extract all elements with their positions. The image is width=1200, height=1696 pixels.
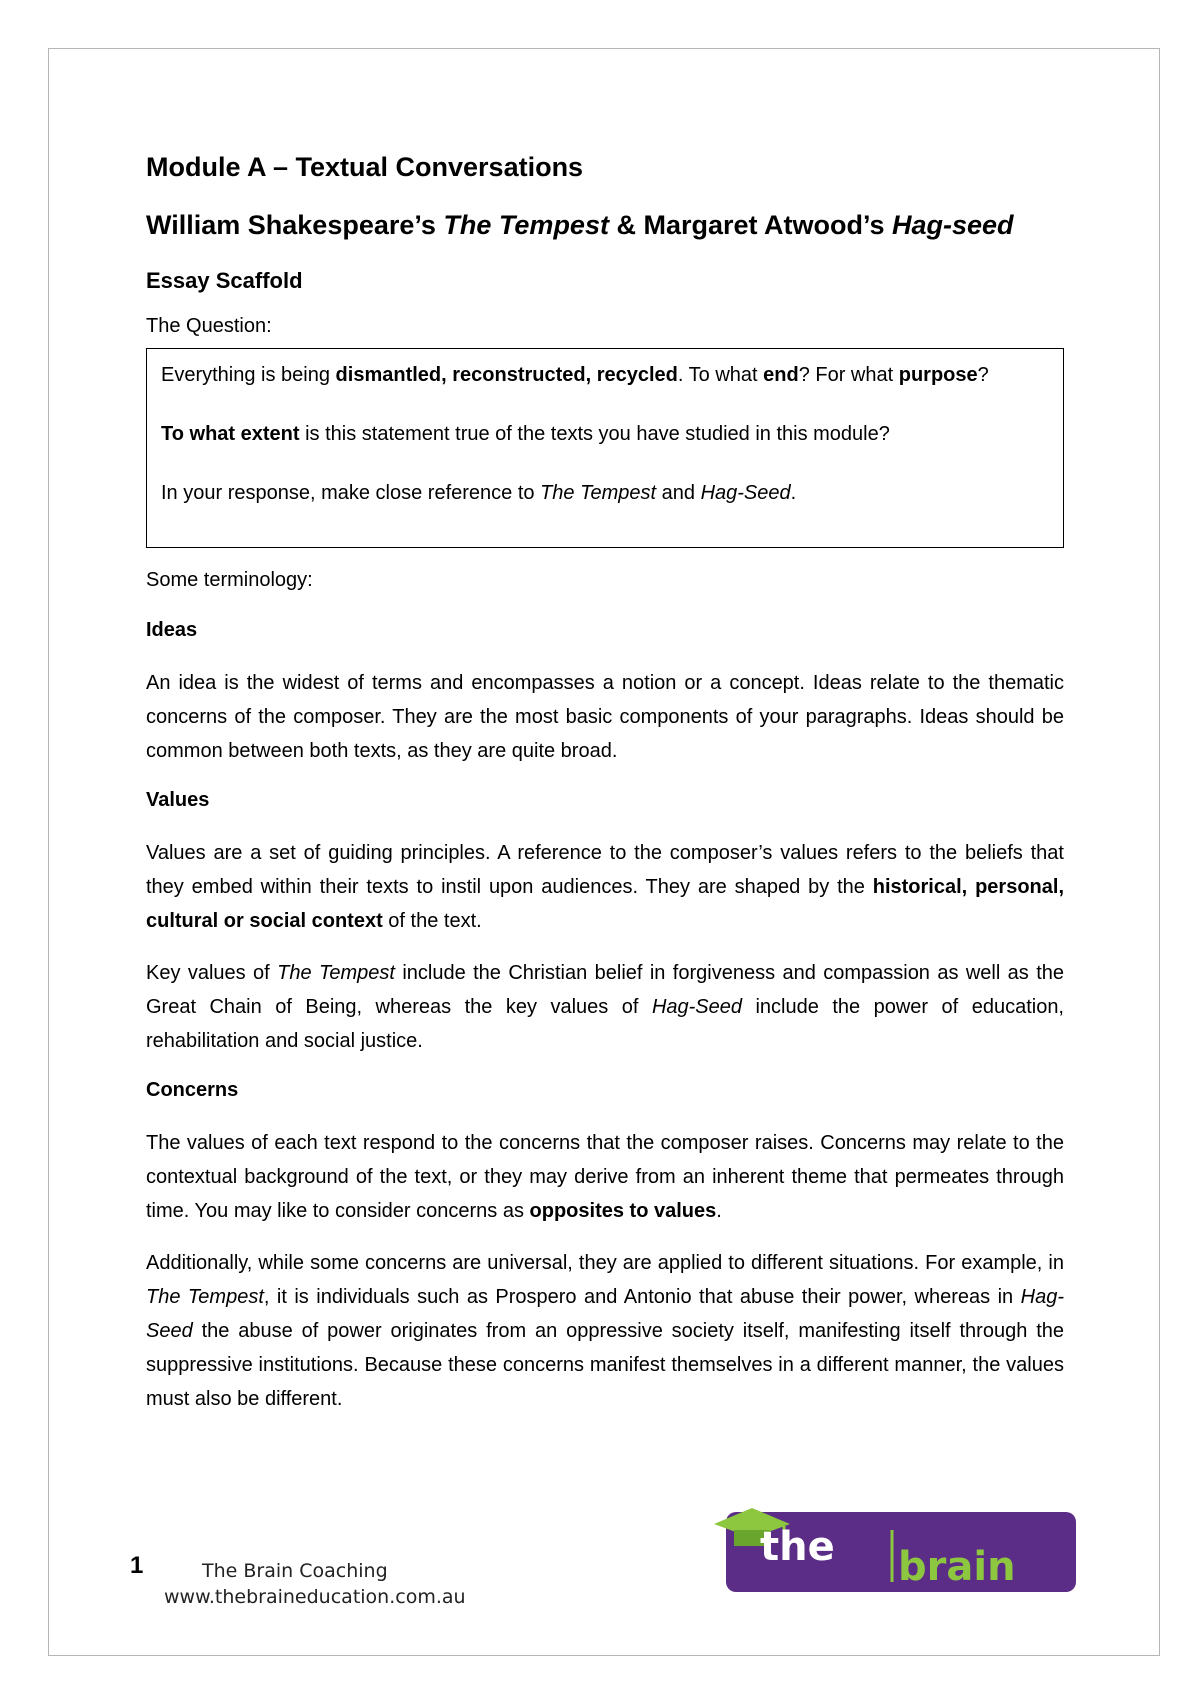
text: , it is individuals such as Prospero and Antonio that abuse their power, whereas in (263, 1286, 1021, 1308)
footer-org: The Brain Coaching (202, 1560, 388, 1582)
the-brain-logo (714, 1490, 1078, 1594)
text: Key values of (146, 962, 278, 984)
subtitle-tempest: The Tempest (443, 210, 609, 240)
text-bold: historical, personal, cultural or social context (146, 876, 1064, 932)
concerns-paragraph (146, 1126, 1064, 1228)
question-line-3 (161, 479, 1049, 508)
text: ? (977, 364, 989, 386)
question-line-1 (161, 361, 1049, 390)
text-italic: Hag-Seed (651, 996, 742, 1018)
question-label: The Question: (146, 315, 272, 337)
text: In your response, make close reference to (161, 482, 541, 504)
terminology-label: Some terminology: (146, 569, 313, 591)
concerns-heading: Concerns (146, 1079, 239, 1101)
logo-text-the: the (760, 1524, 835, 1570)
text-bold: end (763, 364, 799, 386)
text: Everything is being (161, 364, 336, 386)
module-title: Module A – Textual Conversations (146, 152, 584, 182)
subtitle-part: William Shakespeare’s (146, 210, 444, 240)
footer-url: www.thebraineducation.com.au (164, 1586, 466, 1608)
texts-subtitle (146, 208, 1064, 242)
text: . (716, 1200, 722, 1222)
text-bold: purpose (898, 364, 978, 386)
text-italic: Hag-Seed (700, 482, 791, 504)
ideas-heading: Ideas (146, 619, 198, 641)
text-italic: The Tempest (540, 482, 657, 504)
text-italic: Hag-Seed (146, 1286, 1064, 1342)
page-number: 1 (130, 1552, 144, 1579)
additionally-paragraph (146, 1246, 1064, 1416)
text-italic: The Tempest (146, 1286, 264, 1308)
text: . (790, 482, 797, 504)
text: the abuse of power originates from an oppressive society itself, manifesting itself through the suppressive institutions. Because these concerns manifest themselves in a different manner, the values must also be different. (146, 1320, 1064, 1410)
question-box (146, 348, 1064, 548)
text-bold: opposites to values (529, 1200, 717, 1222)
text: Values are a set of guiding principles. A reference to the composer’s values refers to the beliefs that they embed within their texts to instil upon audiences. They are shaped by the (146, 842, 1064, 898)
text-italic: The Tempest (277, 962, 395, 984)
text: . To what (677, 364, 764, 386)
values-heading: Values (146, 789, 210, 811)
text: ? For what (798, 364, 899, 386)
text: of the text. (382, 910, 482, 932)
subtitle-hagseed: Hag-seed (892, 210, 1014, 240)
text: The values of each text respond to the concerns that the composer raises. Concerns may relate to the contextual background of the text, or they may derive from an inherent theme that permeates through time. You may like to consider concerns as (146, 1132, 1064, 1222)
text-bold: dismantled, reconstructed, recycled (335, 364, 678, 386)
values-paragraph (146, 836, 1064, 938)
text: include the power of education, rehabilitation and social justice. (146, 996, 1064, 1052)
subtitle-part: & Margaret Atwood’s (608, 210, 892, 240)
document-body (146, 150, 1064, 1416)
text: is this statement true of the texts you have studied in this module? (299, 423, 890, 445)
ideas-paragraph: An idea is the widest of terms and encompasses a notion or a concept. Ideas relate to the thematic concerns of the composer. They are the most basic components of your paragraphs. Ideas should be common between both texts, as they are quite broad. (146, 672, 1064, 762)
text: include the Christian belief in forgiveness and compassion as well as the Great Chain of Being, whereas the key values of (146, 962, 1064, 1018)
key-values-paragraph (146, 956, 1064, 1058)
text: Additionally, while some concerns are universal, they are applied to different situations. For example, in (146, 1252, 1064, 1274)
text: and (656, 482, 701, 504)
section-heading: Essay Scaffold (146, 268, 303, 293)
logo-text-brain: brain (898, 1544, 1016, 1590)
text-bold: To what extent (161, 423, 300, 445)
question-line-2 (161, 420, 1049, 449)
